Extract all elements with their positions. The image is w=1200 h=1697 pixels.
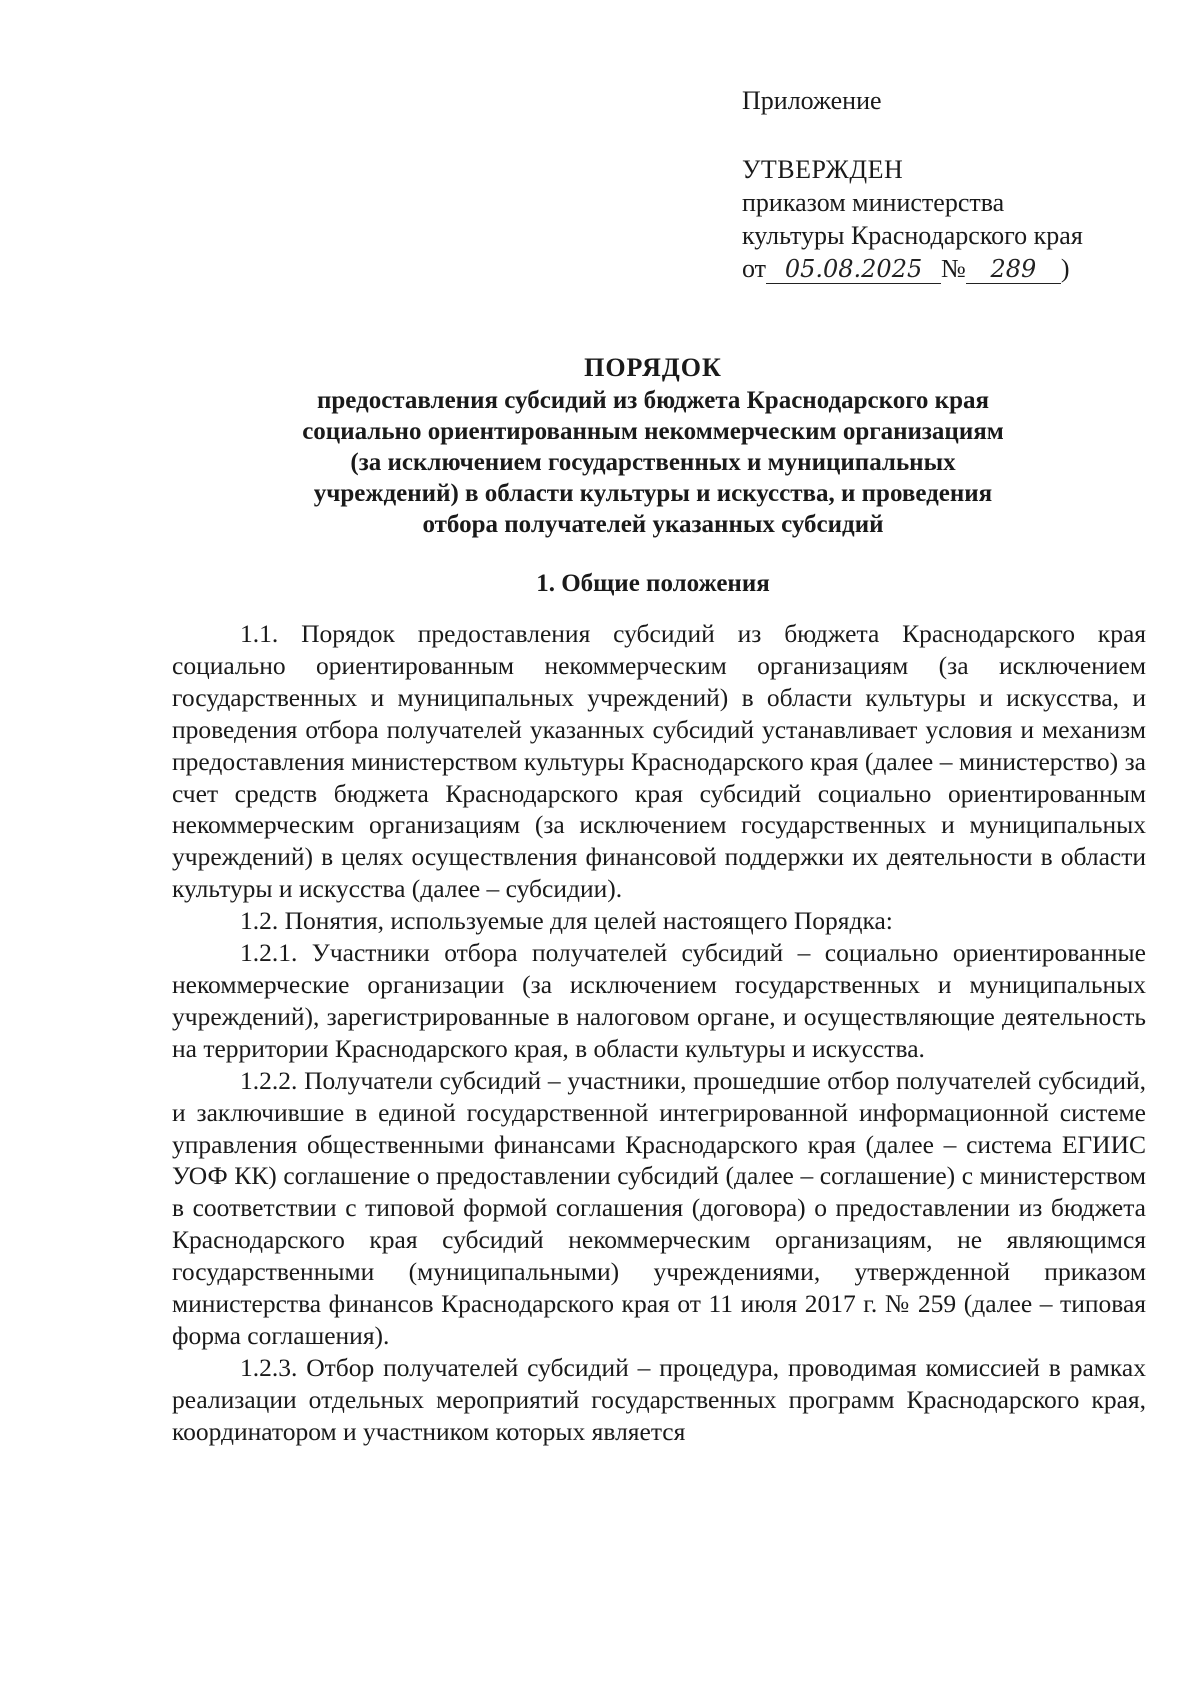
document-title: ПОРЯДОК <box>584 353 722 382</box>
subtitle-line-2: социально ориентированным некоммерческим организациям <box>302 418 1004 445</box>
document-title-block <box>160 352 1146 540</box>
approval-line-2: культуры Краснодарского края <box>742 221 1083 250</box>
approval-block <box>742 84 1162 288</box>
paragraph-1-2-1: 1.2.1. Участники отбора получателей субсидий – социально ориентированные некоммерческие организации (за исключением государственных и муниципальных учреждений), зарегистрированные в налоговом органе, и осуществляющие деятельность на территории Краснодарского края, в области культуры и искусства. <box>172 938 1146 1063</box>
handwritten-date: 05.08.2025 <box>766 255 941 284</box>
appendix-label: Приложение <box>742 86 882 115</box>
closing-paren: ) <box>1060 254 1070 283</box>
subtitle-line-5: отбора получателей указанных субсидий <box>422 511 884 538</box>
approved-label: УТВЕРЖДЕН <box>742 155 904 184</box>
section-body <box>172 618 1146 1448</box>
paragraph-1-2: 1.2. Понятия, используемые для целей настоящего Порядка: <box>240 906 893 936</box>
paragraph-1-2-3: 1.2.3. Отбор получателей субсидий – процедура, проводимая комиссией в рамках реализации отдельных мероприятий государственных программ Краснодарского края, координатором и участником которых является <box>172 1352 1146 1446</box>
section-heading: 1. Общие положения <box>536 570 770 597</box>
approval-line-1: приказом министерства <box>742 188 1005 217</box>
from-label: от <box>742 254 767 283</box>
approval-date-number-row <box>742 252 1162 288</box>
paragraph-1-1: 1.1. Порядок предоставления субсидий из бюджета Краснодарского края социально ориентированным некоммерческим организациям (за исключением государственных и муниципальных учреждений) в области культуры и искусства, и проведения отбора получателей указанных субсидий устанавливает условия и механизм предоставления министерством культуры Краснодарского края (далее – министерство) за счет средств бюджета Краснодарского края субсидий социально ориентированным некоммерческим организациям (за исключением государственных и муниципальных учреждений) в целях осуществления финансовой поддержки их деятельности в области культуры и искусства (далее – субсидии). <box>172 619 1146 904</box>
subtitle-line-1: предоставления субсидий из бюджета Краснодарского края <box>316 387 990 414</box>
paragraph-1-2-2: 1.2.2. Получатели субсидий – участники, прошедшие отбор получателей субсидий, и заключившие в единой государственной интегрированной информационной системе управления общественными финансами Краснодарского края (далее – система ЕГИИС УОФ КК) соглашение о предоставлении субсидий (далее – соглашение) с министерством в соответствии с типовой формой соглашения (договора) о предоставлении из бюджета Краснодарского края субсидий некоммерческим организациям, не являющимся государственными (муниципальными) учреждениями, утвержденной приказом министерства финансов Краснодарского края от 11 июля 2017 г. № 259 (далее – типовая форма соглашения). <box>172 1065 1146 1350</box>
subtitle-line-4: учреждений) в области культуры и искусства, и проведения <box>313 480 993 507</box>
subtitle-line-3: (за исключением государственных и муниципальных <box>350 449 956 476</box>
handwritten-number: 289 <box>966 255 1061 284</box>
number-label: № <box>941 254 966 283</box>
